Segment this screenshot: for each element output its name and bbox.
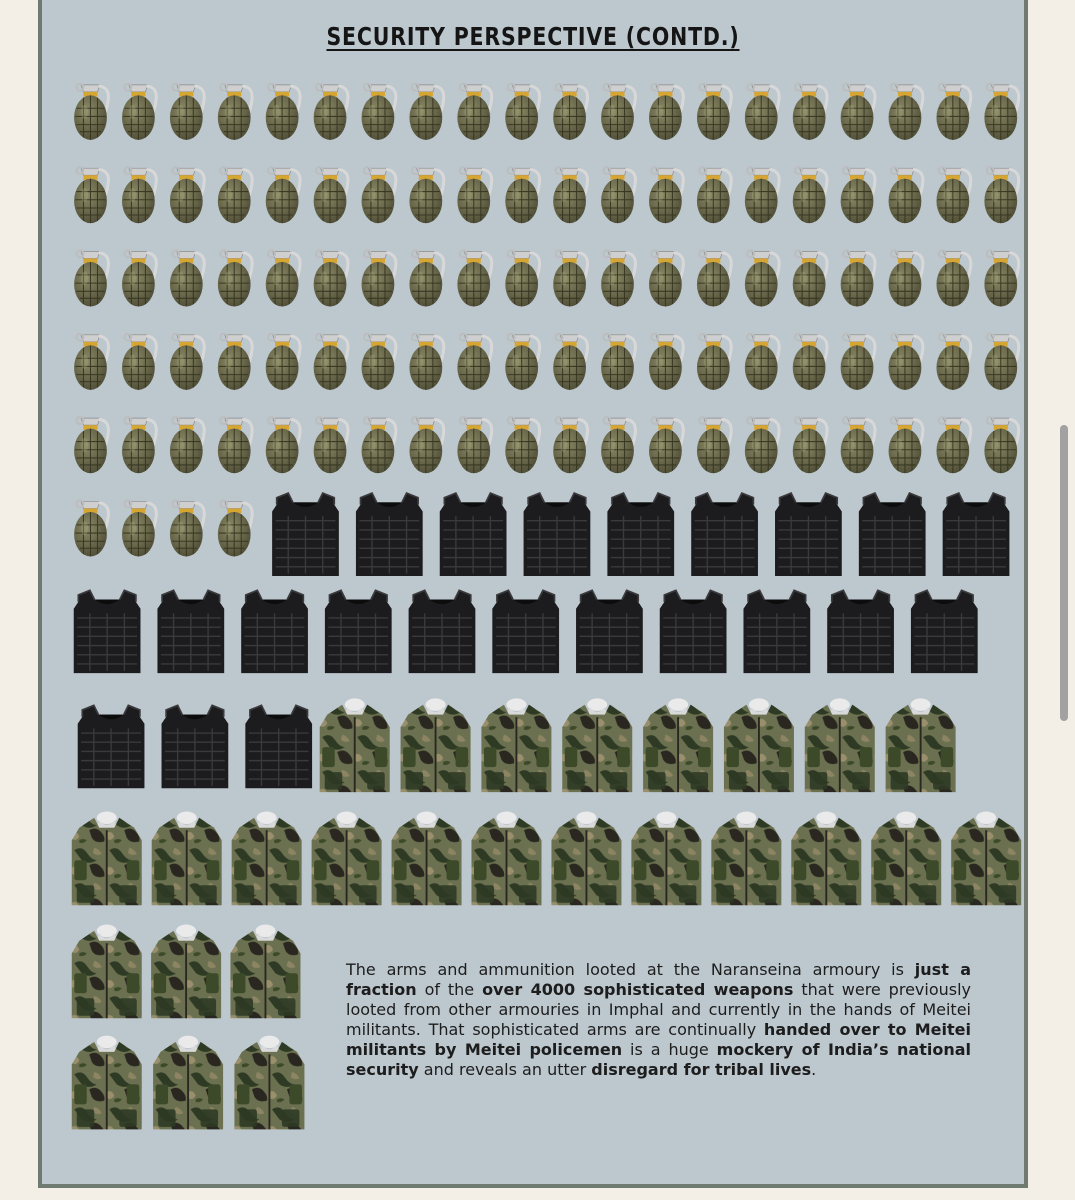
grenade-icon bbox=[314, 417, 348, 473]
black-vest-icon bbox=[157, 590, 224, 673]
grenade-icon bbox=[122, 417, 156, 473]
grenade-icon bbox=[601, 417, 635, 473]
description-segment: of the bbox=[416, 980, 483, 999]
black-vest-icon bbox=[607, 493, 674, 576]
grenade-icon bbox=[697, 84, 731, 140]
grenade-icon bbox=[601, 250, 635, 306]
camo-vest-icon bbox=[951, 811, 1021, 905]
grenade-icon bbox=[697, 250, 731, 306]
grenade-icon bbox=[362, 417, 396, 473]
grenade-icon bbox=[984, 250, 1018, 306]
grenade-icon bbox=[122, 500, 156, 556]
grenade-icon bbox=[745, 417, 779, 473]
camo-vest-icon bbox=[711, 811, 781, 905]
grenade-icon bbox=[984, 417, 1018, 473]
grenade-icon bbox=[314, 167, 348, 223]
grenade-icon bbox=[841, 250, 875, 306]
grenade-icon bbox=[170, 167, 204, 223]
page-title: SECURITY PERSPECTIVE (CONTD.) bbox=[326, 22, 740, 51]
grenade-icon bbox=[218, 417, 252, 473]
grenade-icon bbox=[793, 167, 827, 223]
grenade-icon bbox=[457, 250, 491, 306]
grenade-icon bbox=[984, 84, 1018, 140]
grenade-icon bbox=[314, 84, 348, 140]
grenade-icon bbox=[170, 250, 204, 306]
camo-vest-icon bbox=[230, 925, 300, 1019]
grenade-icon bbox=[218, 334, 252, 390]
grenade-icon bbox=[457, 334, 491, 390]
grenade-icon bbox=[266, 250, 300, 306]
description-segment: and reveals an utter bbox=[418, 1060, 592, 1079]
grenade-icon bbox=[409, 334, 443, 390]
grenade-icon bbox=[170, 334, 204, 390]
grenade-icon bbox=[266, 417, 300, 473]
grenade-icon bbox=[841, 334, 875, 390]
black-vest-icon bbox=[241, 590, 308, 673]
grenade-icon bbox=[218, 84, 252, 140]
grenade-icon bbox=[362, 334, 396, 390]
camo-vest-icon bbox=[551, 811, 621, 905]
grenade-icon bbox=[936, 334, 970, 390]
grenade-icon bbox=[362, 250, 396, 306]
description-segment: is a huge bbox=[622, 1040, 717, 1059]
black-vest-icon bbox=[775, 493, 842, 576]
grenade-icon bbox=[553, 250, 587, 306]
grenade-icon bbox=[122, 84, 156, 140]
grenade-icon bbox=[745, 250, 779, 306]
camo-vest-icon bbox=[871, 811, 941, 905]
grenade-icon bbox=[745, 167, 779, 223]
description-segment: handed over to Meitei militants by Meitei policemen bbox=[346, 1020, 972, 1059]
black-vest-icon bbox=[524, 493, 591, 576]
camo-vest-icon bbox=[320, 698, 390, 792]
grenade-icon bbox=[936, 417, 970, 473]
camo-vest-icon bbox=[886, 698, 956, 792]
grenade-icon bbox=[218, 250, 252, 306]
camo-vest-icon bbox=[232, 811, 302, 905]
grenade-icon bbox=[505, 167, 539, 223]
grenade-icon bbox=[505, 250, 539, 306]
grenade-icon bbox=[649, 84, 683, 140]
grenade-icon bbox=[218, 500, 252, 556]
description-segment: mockery of India’s national security bbox=[346, 1040, 971, 1079]
description-text bbox=[346, 960, 971, 1080]
grenade-icon bbox=[409, 250, 443, 306]
grenade-icon bbox=[697, 167, 731, 223]
grenade-icon bbox=[409, 167, 443, 223]
grenade-icon bbox=[649, 167, 683, 223]
camo-vest-icon bbox=[472, 811, 542, 905]
grenade-icon bbox=[793, 417, 827, 473]
grenade-icon bbox=[457, 417, 491, 473]
grenade-icon bbox=[505, 84, 539, 140]
grenade-icon bbox=[697, 334, 731, 390]
camo-vest-icon bbox=[152, 811, 222, 905]
black-vest-icon bbox=[827, 590, 894, 673]
black-vest-icon bbox=[272, 493, 339, 576]
grenade-icon bbox=[984, 167, 1018, 223]
grenade-icon bbox=[74, 334, 108, 390]
grenade-icon bbox=[314, 250, 348, 306]
camo-vest-icon bbox=[631, 811, 701, 905]
camo-vest-icon bbox=[401, 698, 471, 792]
camo-vest-icon bbox=[234, 1036, 304, 1130]
black-vest-icon bbox=[440, 493, 507, 576]
grenade-icon bbox=[266, 334, 300, 390]
description-segment: . bbox=[811, 1060, 817, 1079]
scrollbar-thumb[interactable] bbox=[1060, 425, 1068, 721]
grenade-icon bbox=[936, 167, 970, 223]
grenade-icon bbox=[505, 417, 539, 473]
grenade-icon bbox=[409, 417, 443, 473]
grenade-icon bbox=[74, 84, 108, 140]
black-vest-icon bbox=[660, 590, 727, 673]
grenade-icon bbox=[649, 417, 683, 473]
grenade-icon bbox=[889, 417, 923, 473]
camo-vest-icon bbox=[643, 698, 713, 792]
grenade-icon bbox=[314, 334, 348, 390]
black-vest-icon bbox=[492, 590, 559, 673]
black-vest-icon bbox=[162, 705, 229, 788]
camo-vest-icon bbox=[312, 811, 382, 905]
grenade-icon bbox=[649, 334, 683, 390]
camo-vest-icon bbox=[72, 925, 142, 1019]
grenade-icon bbox=[457, 167, 491, 223]
grenade-icon bbox=[793, 84, 827, 140]
black-vest-icon bbox=[78, 705, 145, 788]
camo-vest-icon bbox=[562, 698, 632, 792]
grenade-icon bbox=[553, 167, 587, 223]
camo-vest-icon bbox=[481, 698, 551, 792]
black-vest-icon bbox=[859, 493, 926, 576]
camo-vest-icon bbox=[72, 811, 142, 905]
grenade-icon bbox=[122, 334, 156, 390]
camo-vest-icon bbox=[72, 1036, 142, 1130]
grenade-icon bbox=[122, 167, 156, 223]
grenade-icon bbox=[793, 334, 827, 390]
grenade-icon bbox=[841, 417, 875, 473]
grenade-icon bbox=[122, 250, 156, 306]
grenade-icon bbox=[170, 84, 204, 140]
black-vest-icon bbox=[74, 590, 141, 673]
grenade-icon bbox=[74, 500, 108, 556]
black-vest-icon bbox=[691, 493, 758, 576]
grenade-icon bbox=[889, 334, 923, 390]
grenade-icon bbox=[266, 167, 300, 223]
grenade-icon bbox=[601, 84, 635, 140]
grenade-icon bbox=[889, 167, 923, 223]
grenade-icon bbox=[984, 334, 1018, 390]
grenade-icon bbox=[218, 167, 252, 223]
grenade-icon bbox=[170, 500, 204, 556]
grenade-icon bbox=[936, 250, 970, 306]
description-segment: The arms and ammunition looted at the Naranseina armoury is bbox=[346, 960, 915, 979]
description-segment: just a fraction bbox=[346, 960, 971, 999]
grenade-icon bbox=[841, 84, 875, 140]
description-segment: that were previously looted from other armouries in Imphal and currently in the hands of Meitei militants. That sophisticated arms are continually bbox=[346, 980, 972, 1039]
camo-vest-icon bbox=[805, 698, 875, 792]
grenade-icon bbox=[505, 334, 539, 390]
grenade-icon bbox=[457, 84, 491, 140]
grenade-icon bbox=[409, 84, 443, 140]
grenade-icon bbox=[649, 250, 683, 306]
black-vest-icon bbox=[356, 493, 423, 576]
grenade-icon bbox=[362, 84, 396, 140]
grenade-icon bbox=[74, 167, 108, 223]
grenade-icon bbox=[936, 84, 970, 140]
description-segment: over 4000 sophisticated weapons bbox=[482, 980, 794, 999]
black-vest-icon bbox=[409, 590, 476, 673]
grenade-icon bbox=[841, 167, 875, 223]
black-vest-icon bbox=[743, 590, 810, 673]
grenade-icon bbox=[889, 84, 923, 140]
black-vest-icon bbox=[943, 493, 1010, 576]
grenade-icon bbox=[601, 334, 635, 390]
camo-vest-icon bbox=[392, 811, 462, 905]
grenade-icon bbox=[362, 167, 396, 223]
grenade-icon bbox=[697, 417, 731, 473]
grenade-icon bbox=[553, 417, 587, 473]
grenade-icon bbox=[74, 250, 108, 306]
grenade-icon bbox=[74, 417, 108, 473]
camo-vest-icon bbox=[151, 925, 221, 1019]
grenade-icon bbox=[889, 250, 923, 306]
grenade-icon bbox=[266, 84, 300, 140]
black-vest-icon bbox=[576, 590, 643, 673]
black-vest-icon bbox=[911, 590, 978, 673]
grenade-icon bbox=[601, 167, 635, 223]
grenade-icon bbox=[745, 334, 779, 390]
grenade-icon bbox=[793, 250, 827, 306]
grenade-icon bbox=[553, 84, 587, 140]
black-vest-icon bbox=[325, 590, 392, 673]
camo-vest-icon bbox=[724, 698, 794, 792]
camo-vest-icon bbox=[791, 811, 861, 905]
grenade-icon bbox=[553, 334, 587, 390]
grenade-icon bbox=[170, 417, 204, 473]
black-vest-icon bbox=[245, 705, 312, 788]
infographic-panel bbox=[38, 0, 1028, 1188]
grenade-icon bbox=[745, 84, 779, 140]
description-segment: disregard for tribal lives bbox=[591, 1060, 812, 1079]
camo-vest-icon bbox=[153, 1036, 223, 1130]
